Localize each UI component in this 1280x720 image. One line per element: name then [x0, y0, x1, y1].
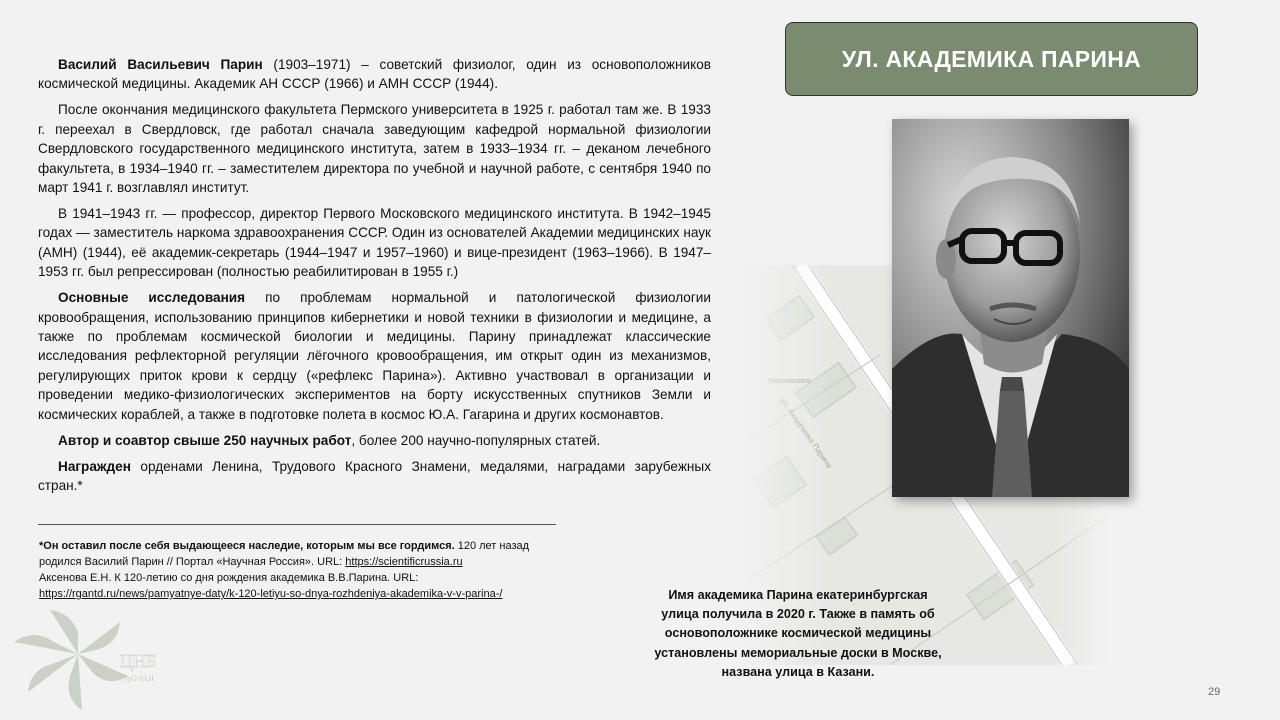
photo-caption: Имя академика Парина екатеринбургская улица получила в 2020 г. Также в память об основоположнике космической медицины установлены мемориальные доски в Москве, названа улица в Казани.	[654, 588, 942, 679]
footnote-line-2: родился Василий Парин // Портал «Научная Россия». URL: https://scientificrussia.ru	[39, 556, 463, 568]
slide-title	[785, 22, 1198, 96]
source-link-rgantd[interactable]: https://rgantd.ru/news/pamyatnye-daty/k-120-letiyu-so-dnya-rozhdeniya-akademika-v-v-parina-/	[39, 588, 503, 600]
paragraph-awards: Награжден орденами Ленина, Трудового Красного Знамени, медалями, наградами зарубежных стран.*	[38, 458, 711, 494]
leaf-rosette-icon	[14, 610, 128, 710]
logo-text-main: ЦНБ	[119, 651, 157, 671]
footnote-line-3: Аксенова Е.Н. К 120-летию со дня рождения академика В.В.Парина. URL:	[39, 572, 419, 584]
logo-text-sub: УрО РАН	[122, 674, 154, 683]
paragraph-research: Основные исследования по проблемам нормальной и патологической физиологии кровообращения, использованию принципов кибернетики и новой техники в физиологии и медицине, а также по проблемам космической биологии и медицины. Парину принадлежат классические исследования рефлекторной регуляции лёгочного кровообращения, им открыт один из механизмов, регулирующих приток крови к сердцу («рефлекс Парина»). Активно участвовал в организации и проведении медико-физиологических экспериментов на борту искусственных спутников Земли и космических кораблей, а также в подготовке полета в космос Ю.А. Гагарина и других космонавтов.	[38, 290, 711, 422]
portrait-illustration	[892, 119, 1129, 497]
paragraph-moscow: В 1941–1943 гг. — профессор, директор Первого Московского медицинского института. В 1942–1945 годах — заместитель наркома здравоохранения СССР. Один из основателей Академии медицинских наук (АМН) (1944), её академик-секретарь (1944–1947 и 1957–1960) и вице-президент (1963–1966). В 1947–1953 гг. был репрессирован (полностью реабилитирован в 1955 г.)	[38, 206, 711, 280]
paragraph-intro: Василий Васильевич Парин (1903–1971) – советский физиолог, один из основоположников космической медицины. Академик АН СССР (1966) и АМН СССР (1944).	[38, 57, 711, 92]
slide-title-text: УЛ. АКАДЕМИКА ПАРИНА	[841, 45, 1142, 72]
footnote-divider	[38, 524, 556, 525]
paragraph-works: Автор и соавтор свыше 250 научных работ, более 200 научно-популярных статей.	[58, 432, 601, 448]
source-link-scientificrussia[interactable]: https://scientificrussia.ru	[345, 556, 463, 568]
page-number: 29	[1208, 686, 1221, 698]
footnote-line-1: *Он оставил после себя выдающееся наследие, которым мы все гордимся. 120 лет назад	[39, 540, 530, 552]
portrait-photo	[892, 119, 1129, 497]
paragraph-career: После окончания медицинского факультета Пермского университета в 1925 г. работал там же. В 1933 г. переехал в Свердловск, где работал сначала заведующим кафедрой нормальной физиологии Свердловского государственного медицинского института, затем в 1933–1934 гг. – деканом лечебного факультета, в 1934–1940 гг. – заместителем директора по учебной и научной работе, с сентября 1940 по март 1941 г. возглавлял институт.	[38, 102, 711, 196]
biography-text	[38, 55, 711, 502]
library-logo	[10, 592, 175, 717]
